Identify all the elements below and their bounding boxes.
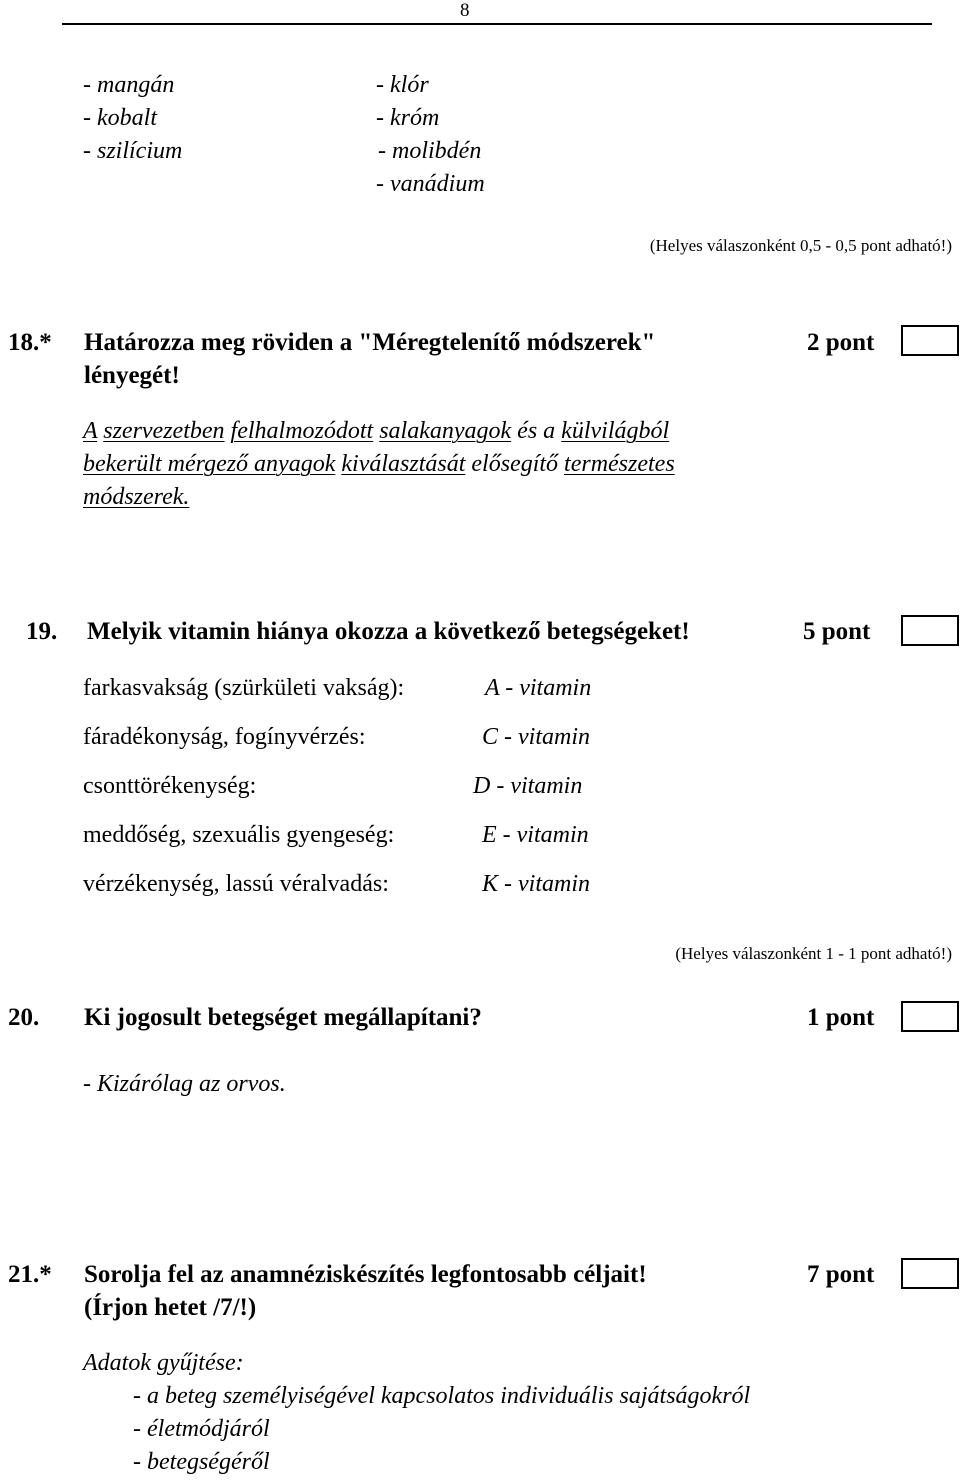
- q19-vitamin-d: D - vitamin: [473, 773, 583, 799]
- q21-answer-item-3: - betegségéről: [133, 1449, 270, 1475]
- q21-text-line2: (Írjon hetet /7/!): [84, 1294, 257, 1321]
- q18-answer-line2: bekerült mérgező anyagok kiválasztását elősegítő természetes: [83, 451, 675, 477]
- element-left-2: - kobalt: [83, 105, 157, 131]
- q21-answer-heading: Adatok gyűjtése:: [83, 1350, 244, 1376]
- header-rule: [62, 23, 932, 25]
- scoring-note-2: (Helyes válaszonként 1 - 1 pont adható!): [675, 944, 952, 963]
- q19-disease-d: csonttörékenység:: [83, 773, 257, 799]
- q19-vitamin-c: C - vitamin: [482, 724, 590, 750]
- q18-score-box[interactable]: [901, 325, 959, 356]
- q19-vitamin-e: E - vitamin: [482, 822, 589, 848]
- q20-number: 20.: [8, 1004, 40, 1031]
- q21-score-box[interactable]: [901, 1258, 959, 1289]
- q18-answer-line3: módszerek.: [83, 484, 190, 510]
- q19-points: 5 pont: [803, 618, 871, 645]
- page-number: 8: [460, 0, 470, 21]
- q19-text: Melyik vitamin hiánya okozza a következő betegségeket!: [87, 618, 690, 645]
- element-left-3: - szilícium: [83, 138, 183, 164]
- element-right-3: - molibdén: [378, 138, 482, 164]
- q19-score-box[interactable]: [901, 615, 959, 646]
- q21-answer-item-1: - a beteg személyiségével kapcsolatos individuális sajátságokról: [133, 1383, 751, 1409]
- q19-disease-c: fáradékonyság, fogínyvérzés:: [83, 724, 366, 750]
- q19-disease-e: meddőség, szexuális gyengeség:: [83, 822, 395, 848]
- q19-vitamin-a: A - vitamin: [485, 675, 592, 701]
- q18-text-line1: Határozza meg röviden a "Méregtelenítő módszerek": [84, 329, 656, 356]
- q21-answer-item-2: - életmódjáról: [133, 1416, 270, 1442]
- q20-points: 1 pont: [807, 1004, 875, 1031]
- q19-number: 19.: [26, 618, 58, 645]
- element-right-2: - króm: [376, 105, 440, 131]
- element-left-1: - mangán: [83, 72, 175, 98]
- q21-text-line1: Sorolja fel az anamnéziskészítés legfontosabb céljait!: [84, 1261, 647, 1288]
- q20-score-box[interactable]: [901, 1001, 959, 1032]
- q20-text: Ki jogosult betegséget megállapítani?: [84, 1004, 482, 1031]
- scoring-note-1: (Helyes válaszonként 0,5 - 0,5 pont adható!): [649, 236, 952, 255]
- element-right-1: - klór: [376, 72, 429, 98]
- q19-vitamin-k: K - vitamin: [482, 871, 590, 897]
- element-right-4: - vanádium: [376, 171, 485, 197]
- q20-answer: - Kizárólag az orvos.: [83, 1071, 286, 1097]
- q18-text-line2: lényegét!: [84, 362, 180, 389]
- q19-disease-a: farkasvakság (szürkületi vakság):: [83, 675, 405, 701]
- q19-disease-k: vérzékenység, lassú véralvadás:: [83, 871, 389, 897]
- q18-points: 2 pont: [807, 329, 875, 356]
- q18-answer-line1: A szervezetben felhalmozódott salakanyagok és a külvilágból: [83, 418, 670, 444]
- q21-points: 7 pont: [807, 1261, 875, 1288]
- q21-number: 21.*: [8, 1261, 52, 1288]
- q18-number: 18.*: [8, 329, 52, 356]
